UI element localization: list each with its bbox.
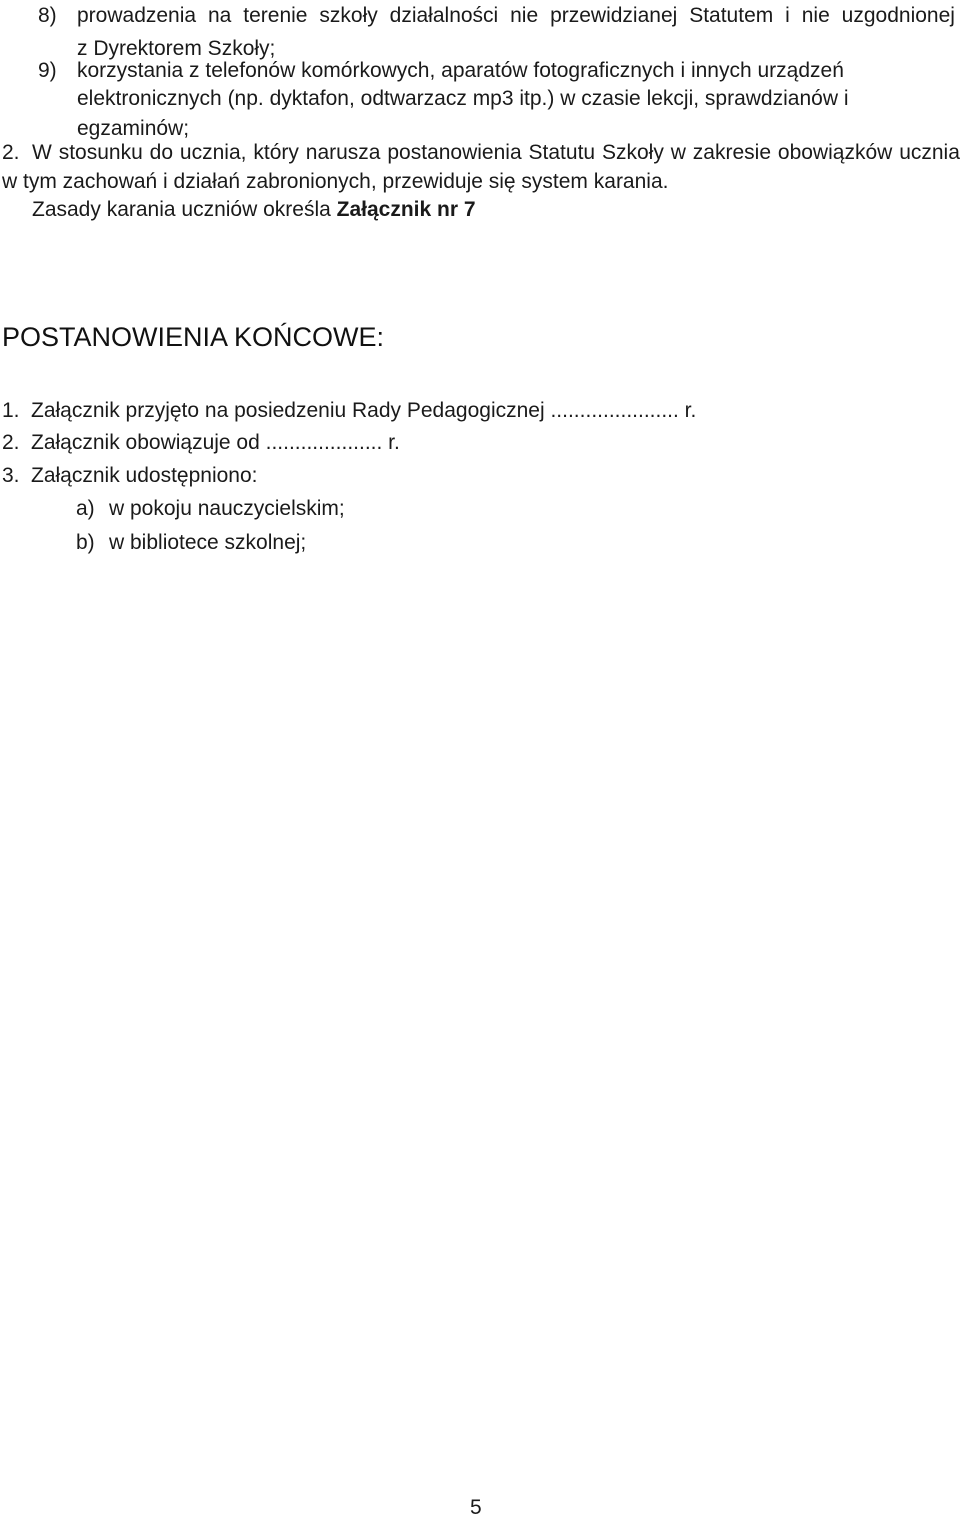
list-item-label: 2. xyxy=(2,431,20,454)
list-item-text: Załącznik obowiązuje od .................... r. xyxy=(31,431,400,454)
paragraph-text xyxy=(32,142,960,163)
list-item-text: korzystania z telefonów komórkowych, aparatów fotograficznych i innych urządzeń xyxy=(77,59,844,82)
section-heading: POSTANOWIENIA KOŃCOWE: xyxy=(2,322,385,352)
word: do xyxy=(149,141,174,164)
word: w xyxy=(670,141,686,164)
word: szkoły xyxy=(319,4,378,27)
word: nie xyxy=(510,4,539,27)
list-item-text: Załącznik udostępniono: xyxy=(31,464,258,487)
page-number: 5 xyxy=(470,1496,482,1519)
word: nie xyxy=(801,4,830,27)
word: narusza xyxy=(305,141,381,164)
word: i xyxy=(785,4,790,27)
list-item-label: 8) xyxy=(38,4,57,27)
word: przewidzianej xyxy=(550,4,678,27)
word: terenie xyxy=(243,4,308,27)
list-item-continuation: elektronicznych (np. dyktafon, odtwarzacz mp3 itp.) w czasie lekcji, sprawdzianów i xyxy=(77,87,849,110)
attachment-reference: Załącznik nr 7 xyxy=(336,198,476,221)
list-item-label: 1. xyxy=(2,399,20,422)
word: ucznia xyxy=(899,141,960,164)
word: Szkoły xyxy=(601,141,664,164)
list-item-continuation: egzaminów; xyxy=(77,117,190,140)
list-item-continuation: z Dyrektorem Szkoły; xyxy=(77,37,276,60)
word: na xyxy=(208,4,232,27)
sub-item-label: b) xyxy=(76,531,95,554)
list-item-label: 9) xyxy=(38,59,57,82)
paragraph-text: w tym zachowań i działań zabronionych, przewiduje się system karania. xyxy=(2,170,669,193)
word: który xyxy=(253,141,299,164)
word: W xyxy=(32,141,52,164)
list-item-label: 3. xyxy=(2,464,20,487)
sub-item-label: a) xyxy=(76,497,95,520)
paragraph-text xyxy=(32,199,476,220)
word: postanowienia xyxy=(387,141,522,164)
word: zakresie xyxy=(692,141,771,164)
list-item-text: Załącznik przyjęto na posiedzeniu Rady Pedagogicznej ...................... r. xyxy=(31,399,697,422)
paragraph-text-regular: Zasady karania uczniów określa xyxy=(32,198,337,221)
word: działalności xyxy=(389,4,499,27)
sub-item-text: w bibliotece szkolnej; xyxy=(109,531,307,554)
word: prowadzenia xyxy=(77,4,197,27)
sub-item-text: w pokoju nauczycielskim; xyxy=(109,497,345,520)
paragraph-label: 2. xyxy=(2,141,20,164)
word: obowiązków xyxy=(777,141,893,164)
word: Statutem xyxy=(689,4,774,27)
list-item-text xyxy=(77,5,955,26)
word: ucznia, xyxy=(179,141,247,164)
word: Statutu xyxy=(528,141,596,164)
word: uzgodnionej xyxy=(841,4,955,27)
word: stosunku xyxy=(58,141,143,164)
